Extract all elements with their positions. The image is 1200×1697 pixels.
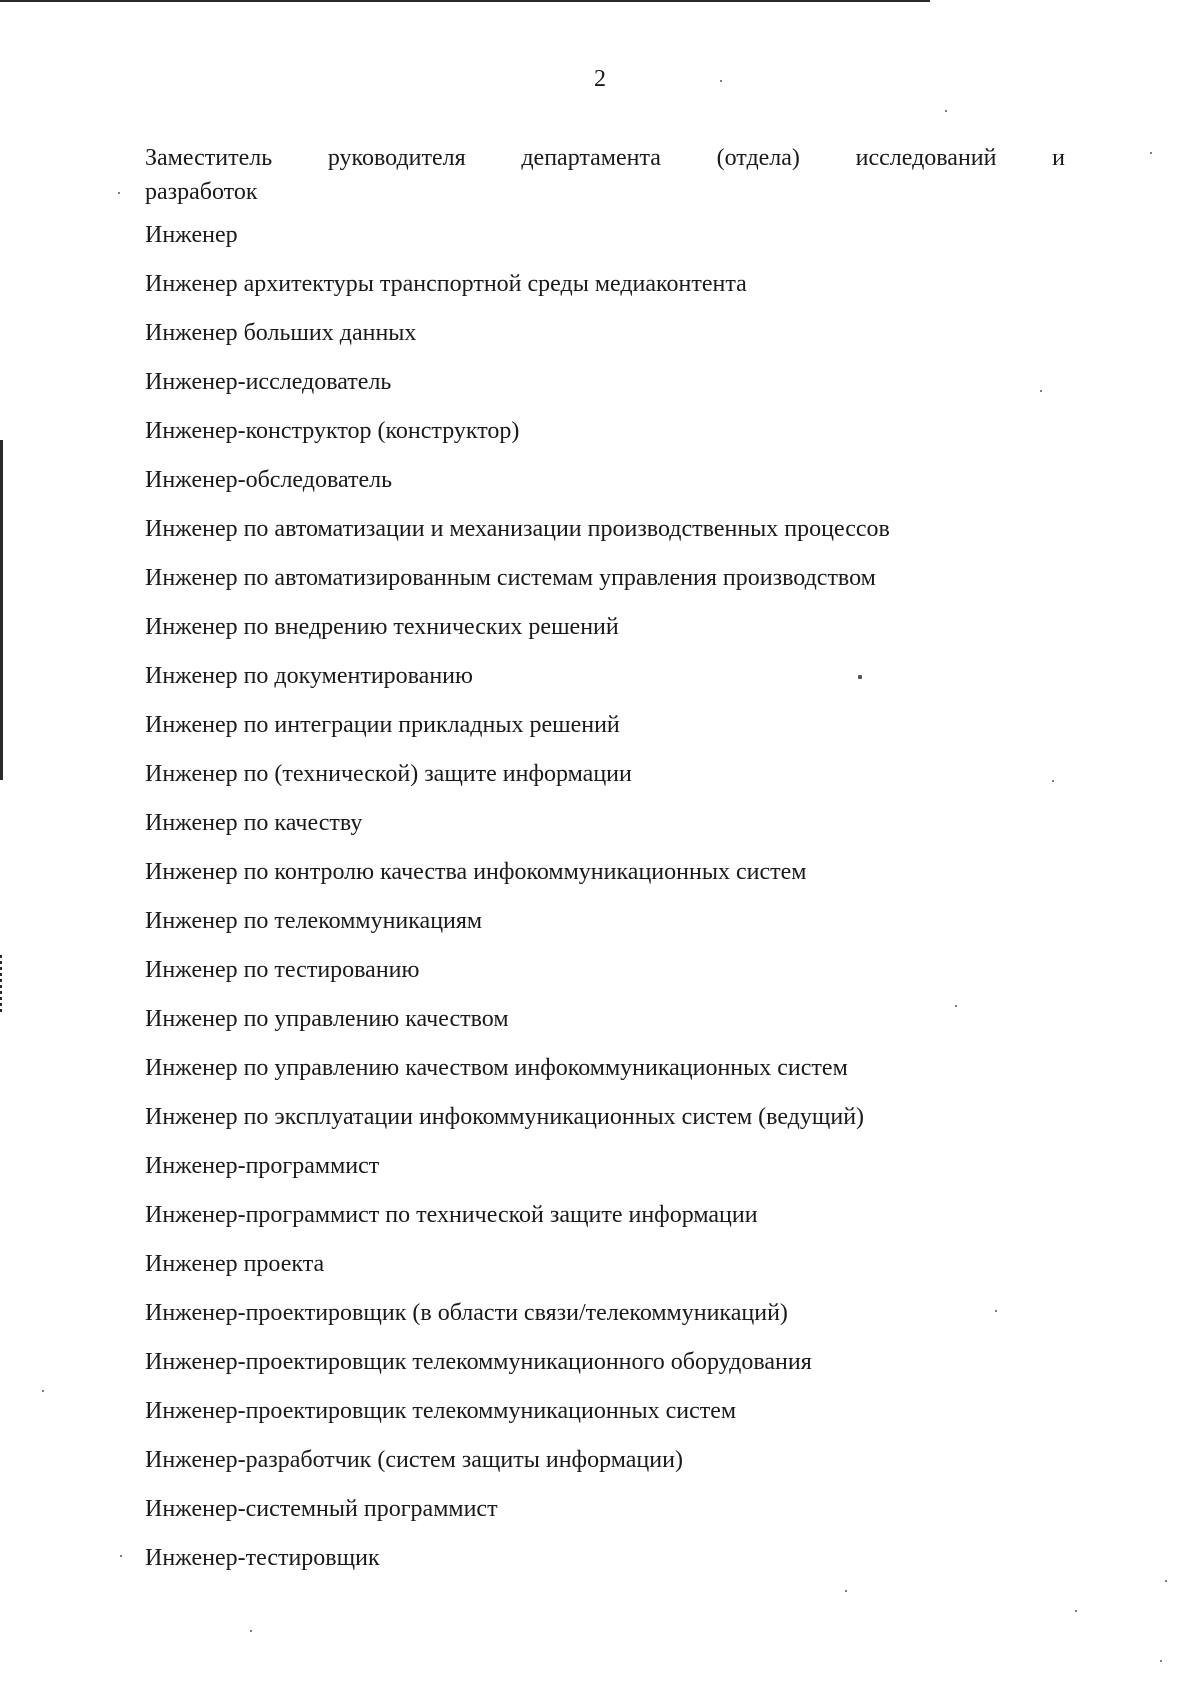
list-item: Инженер-программист <box>145 1153 380 1179</box>
scan-speck <box>118 192 120 194</box>
scan-speck <box>250 1630 252 1632</box>
list-item: Инженер <box>145 222 238 248</box>
word: (отдела) <box>716 145 800 171</box>
list-item: Инженер по управлению качеством <box>145 1006 509 1032</box>
scan-speck <box>1160 1660 1162 1662</box>
word: Заместитель <box>145 145 273 171</box>
list-item: Инженер по тестированию <box>145 957 420 983</box>
list-item: Инженер по автоматизации и механизации производственных процессов <box>145 516 890 542</box>
scan-speck <box>845 1590 847 1592</box>
list-item: Инженер по управлению качеством инфокоммуникационных систем <box>145 1055 848 1081</box>
word: руководителя <box>327 145 466 171</box>
list-item-continuation: разработок <box>145 179 258 205</box>
scan-speck <box>945 110 947 112</box>
list-item: Инженер больших данных <box>145 320 417 346</box>
list-item: Инженер по контролю качества инфокоммуникационных систем <box>145 859 807 885</box>
word: и <box>1052 145 1065 171</box>
list-item: Инженер по интеграции прикладных решений <box>145 712 620 738</box>
list-item: Инженер по эксплуатации инфокоммуникационных систем (ведущий) <box>145 1104 865 1130</box>
list-item: Инженер по (технической) защите информации <box>145 761 632 787</box>
position-list <box>145 141 1065 1590</box>
list-item: Инженер по качеству <box>145 810 363 836</box>
list-item: Инженер-программист по технической защите информации <box>145 1202 758 1228</box>
list-item: Инженер по документированию <box>145 663 473 689</box>
scan-speck <box>120 1555 122 1557</box>
scan-left-edge-dashed <box>0 955 2 1015</box>
page-number: 2 <box>594 66 606 92</box>
word: исследований <box>855 145 997 171</box>
list-item: Инженер архитектуры транспортной среды медиаконтента <box>145 271 747 297</box>
scan-top-rule <box>0 0 930 2</box>
list-item <box>145 141 1065 209</box>
list-item: Инженер-тестировщик <box>145 1545 380 1571</box>
list-item: Инженер-проектировщик телекоммуникационного оборудования <box>145 1349 812 1375</box>
scan-speck <box>1165 1580 1167 1582</box>
list-item: Инженер-конструктор (конструктор) <box>145 418 520 444</box>
scan-speck <box>1150 152 1152 154</box>
list-item: Инженер по внедрению технических решений <box>145 614 619 640</box>
word: департамента <box>521 145 661 171</box>
scan-speck <box>42 1390 44 1392</box>
list-item: Инженер-системный программист <box>145 1496 498 1522</box>
list-item: Инженер-разработчик (систем защиты информации) <box>145 1447 683 1473</box>
list-item: Инженер-исследователь <box>145 369 392 395</box>
list-item: Инженер-проектировщик телекоммуникационных систем <box>145 1398 737 1424</box>
list-item: Инженер проекта <box>145 1251 325 1277</box>
list-item: Инженер-обследователь <box>145 467 393 493</box>
scan-left-edge <box>0 440 3 780</box>
list-item: Инженер-проектировщик (в области связи/телекоммуникаций) <box>145 1300 788 1326</box>
list-item-first-line <box>145 141 1065 175</box>
list-item: Инженер по телекоммуникациям <box>145 908 483 934</box>
list-item: Инженер по автоматизированным системам управления производством <box>145 565 876 591</box>
scan-speck <box>1075 1610 1077 1612</box>
